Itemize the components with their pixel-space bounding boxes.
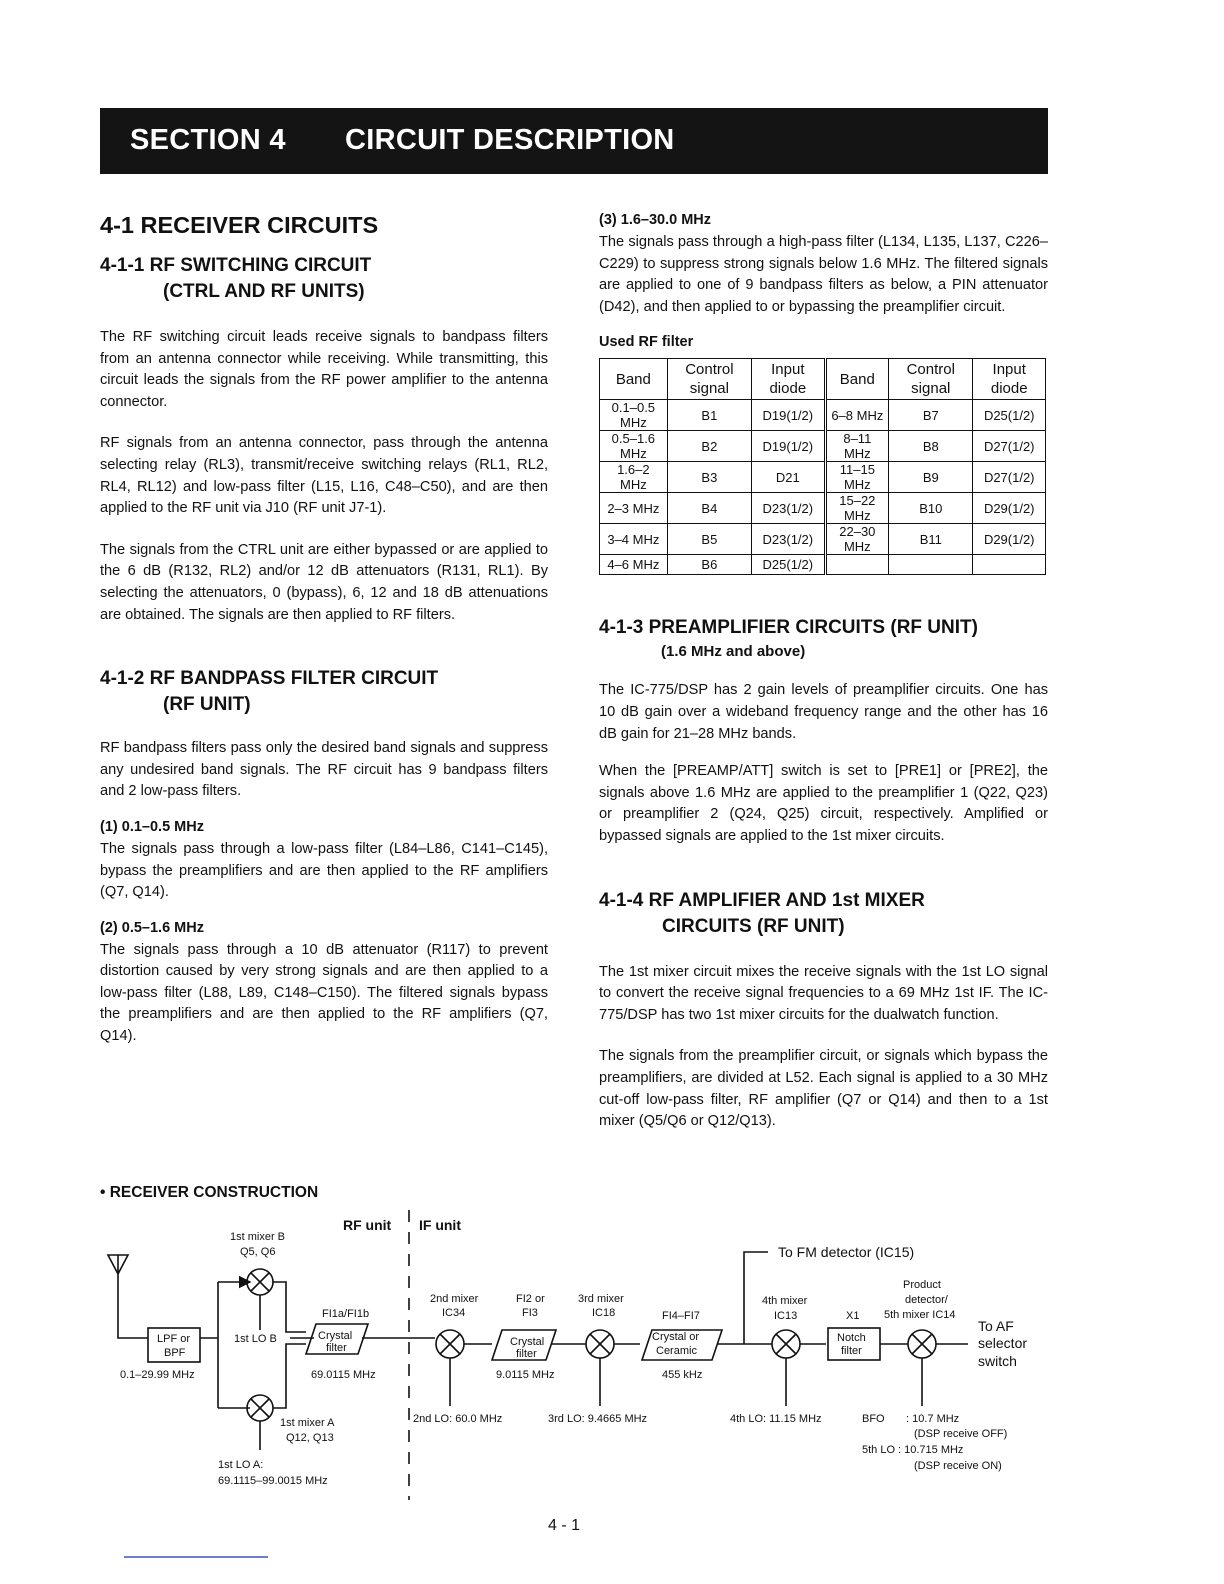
label-detector: detector/	[905, 1294, 948, 1306]
receiver-block-diagram	[100, 1210, 1048, 1500]
label-bpf: BPF	[164, 1347, 186, 1359]
header-input: Input diode	[752, 359, 826, 400]
label-x1: X1	[846, 1310, 860, 1322]
label-range: 0.1–29.99 MHz	[120, 1369, 195, 1381]
label-rf-unit: RF unit	[343, 1217, 392, 1233]
table-cell: 3–4 MHz	[600, 524, 668, 555]
table-cell: D27(1/2)	[973, 462, 1046, 493]
label-mixer-3: 3rd mixer	[578, 1293, 624, 1305]
heading-4-1-4	[599, 888, 1048, 940]
label-filter-1: filter	[326, 1342, 347, 1354]
table-cell: B9	[889, 462, 973, 493]
label-mixer-2: 2nd mixer	[430, 1293, 479, 1305]
subheading-1-6-30: (3) 1.6–30.0 MHz	[599, 212, 712, 228]
table-row	[600, 524, 1046, 555]
table-row	[600, 462, 1046, 493]
label-to-af: To AF	[978, 1318, 1014, 1334]
heading-4-1-1	[100, 253, 548, 305]
label-lpf: LPF or	[157, 1333, 191, 1345]
table-cell: D19(1/2)	[752, 431, 826, 462]
label-lo-5-value: : 10.715 MHz	[898, 1444, 964, 1456]
table-cell: 15–22 MHz	[825, 493, 889, 524]
heading-4-1-3-sub: (1.6 MHz and above)	[661, 643, 806, 661]
table-row	[600, 400, 1046, 431]
table-cell: 8–11 MHz	[825, 431, 889, 462]
paragraph: When the [PREAMP/ATT] switch is set to [PRE1] or [PRE2], the signals above 1.6 MHz are applied to the preamplifier 1 (Q22, Q23) or preamplifier 2 (Q24, Q25) circuit, respectively. Amplified or bypassed signals are applied to the 1st mixer circuits.	[599, 763, 1048, 844]
table-cell: B6	[667, 555, 751, 575]
label-notch: Notch	[837, 1332, 866, 1344]
table-cell: B11	[889, 524, 973, 555]
table-cell: 0.1–0.5 MHz	[600, 400, 668, 431]
heading-receiver-circuits: 4-1 RECEIVER CIRCUITS	[100, 212, 379, 238]
label-mixer-b-q: Q5, Q6	[240, 1246, 276, 1258]
section-number: SECTION 4	[130, 124, 286, 156]
table-cell: B7	[889, 400, 973, 431]
table-row	[600, 555, 1046, 575]
table-cell: D21	[752, 462, 826, 493]
table-cell: 0.5–1.6 MHz	[600, 431, 668, 462]
label-mixer-b: 1st mixer B	[230, 1231, 286, 1243]
heading-4-1-1-line1: 4-1-1 RF SWITCHING CIRCUIT	[100, 255, 372, 276]
heading-4-1-2-line1: 4-1-2 RF BANDPASS FILTER CIRCUIT	[100, 668, 439, 690]
label-lo-a-freq: 69.1115–99.0015 MHz	[218, 1475, 328, 1487]
label-mixer-4: 4th mixer	[762, 1295, 808, 1307]
paragraph: The RF switching circuit leads receive signals to bandpass filters from an antenna connector while receiving. While transmitting, this circuit leads the signals from the RF power amplifier to the antenna connector.	[100, 329, 548, 410]
table-cell	[889, 555, 973, 575]
table-cell: D25(1/2)	[973, 400, 1046, 431]
table-cell: 6–8 MHz	[825, 400, 889, 431]
paragraph: The 1st mixer circuit mixes the receive signals with the 1st LO signal to convert the receive signal frequencies to a 69 MHz 1st IF. The IC-775/DSP has two 1st mixer circuits for the dualwatch function.	[599, 963, 1048, 1023]
table-cell: D23(1/2)	[752, 493, 826, 524]
table-cell: D29(1/2)	[973, 493, 1046, 524]
label-fm-detector: To FM detector (IC15)	[778, 1244, 915, 1260]
heading-4-1-1-line2: (CTRL AND RF UNITS)	[163, 281, 365, 302]
label-selector: selector	[978, 1335, 1028, 1351]
header-control: Control signal	[667, 359, 751, 400]
heading-4-1-4-line2: CIRCUITS (RF UNIT)	[662, 915, 845, 937]
table-row	[600, 431, 1046, 462]
table-cell: D25(1/2)	[752, 555, 826, 575]
label-lo-3: 3rd LO: 9.4665 MHz	[548, 1413, 648, 1425]
table-cell: B8	[889, 431, 973, 462]
table-row	[600, 493, 1046, 524]
label-lo-5: 5th LO	[862, 1444, 896, 1456]
label-lo-a: 1st LO A:	[218, 1459, 264, 1471]
label-dsp-on: (DSP receive ON)	[914, 1460, 1002, 1472]
label-lo-b: 1st LO B	[234, 1333, 277, 1345]
section-title: CIRCUIT DESCRIPTION	[345, 124, 675, 156]
label-mixer-3-ic: IC18	[592, 1307, 616, 1319]
label-lo-4: 4th LO: 11.15 MHz	[730, 1413, 822, 1425]
label-mixer-5-ic: 5th mixer IC14	[884, 1309, 956, 1321]
header-band: Band	[825, 359, 889, 400]
header-input: Input diode	[973, 359, 1046, 400]
label-filter-2: filter	[516, 1348, 537, 1360]
label-fl1: FI1a/FI1b	[322, 1308, 370, 1320]
header-band: Band	[600, 359, 668, 400]
heading-4-1-4-line1: 4-1-4 RF AMPLIFIER AND 1st MIXER	[599, 889, 925, 911]
table-cell: D19(1/2)	[752, 400, 826, 431]
label-ceramic: Ceramic	[656, 1345, 697, 1357]
label-mixer-a: 1st mixer A	[280, 1417, 335, 1429]
label-lo-2: 2nd LO: 60.0 MHz	[413, 1413, 503, 1425]
diagram-title: • RECEIVER CONSTRUCTION	[100, 1184, 319, 1201]
table-title: Used RF filter	[599, 334, 694, 351]
table-cell: D27(1/2)	[973, 431, 1046, 462]
table-cell: D29(1/2)	[973, 524, 1046, 555]
label-crystal-or: Crystal or	[652, 1331, 700, 1343]
label-dsp-off: (DSP receive OFF)	[914, 1428, 1008, 1440]
table-cell	[973, 555, 1046, 575]
label-mixer-a-q: Q12, Q13	[286, 1432, 334, 1444]
table-cell: B4	[667, 493, 751, 524]
table-cell: D23(1/2)	[752, 524, 826, 555]
table-cell: B5	[667, 524, 751, 555]
label-f1: 69.0115 MHz	[311, 1369, 376, 1381]
page-number: 4 - 1	[548, 1517, 581, 1534]
label-crystal-2: Crystal	[510, 1336, 545, 1348]
table-cell: B1	[667, 400, 751, 431]
paragraph: The signals pass through a high-pass filter (L134, L135, L137, C226–C229) to suppress strong signals below 1.6 MHz. The filtered signals are applied to one of 9 bandpass filters as below, a PIN attenuator (D42), and then applied to or bypassing the preamplifier circuit.	[599, 234, 1048, 315]
paragraph: The signals from the preamplifier circuit, or signals which bypass the preamplifiers, are divided at L52. Each signal is applied to a 30 MHz cut-off low-pass filter, RF amplifier (Q7 or Q14) and then to a 1st mixer (Q5/Q6 or Q12/Q13).	[599, 1048, 1048, 1130]
label-bfo: BFO	[862, 1413, 885, 1425]
paragraph: RF signals from an antenna connector, pass through the antenna selecting relay (RL3), transmit/receive switching relays (RL1, RL2, RL4, RL12) and low-pass filter (L15, L16, C48–C50), and are then applied to the RF unit via J10 (RF unit J7-1).	[100, 435, 548, 517]
label-f3: 455 kHz	[662, 1369, 703, 1381]
table-cell: 4–6 MHz	[600, 555, 668, 575]
paragraph: RF bandpass filters pass only the desired band signals and suppress any undesired band signals. The RF circuit has 9 bandpass filters and 2 low-pass filters.	[100, 740, 548, 800]
label-switch: switch	[978, 1353, 1017, 1369]
label-product: Product	[903, 1279, 941, 1291]
label-notch-filter: filter	[841, 1345, 862, 1357]
paragraph: The signals pass through a low-pass filter (L84–L86, C141–C145), bypass the preamplifiers and are then applied to the RF amplifiers (Q7, Q14).	[100, 840, 548, 901]
table-cell	[825, 555, 889, 575]
section-banner	[100, 108, 1048, 174]
label-f2: 9.0115 MHz	[496, 1369, 555, 1381]
paragraph: The IC-775/DSP has 2 gain levels of preamplifier circuits. One has 10 dB gain over a wideband frequency range and the other has 16 dB gain for 21–28 MHz bands.	[599, 682, 1048, 742]
label-bfo-value: : 10.7 MHz	[906, 1413, 960, 1425]
heading-4-1-3: 4-1-3 PREAMPLIFIER CIRCUITS (RF UNIT)	[599, 617, 978, 639]
paragraph: The signals pass through a 10 dB attenuator (R117) to prevent distortion caused by very strong signals and are then applied to a low-pass filter (L88, L89, C148–C150). The filtered signals bypass the preamplifiers and are then applied to the RF amplifiers (Q7, Q14).	[100, 941, 548, 1045]
table-cell: 1.6–2 MHz	[600, 462, 668, 493]
table-cell: 11–15 MHz	[825, 462, 889, 493]
table-cell: B3	[667, 462, 751, 493]
footer-underline	[124, 1556, 268, 1558]
heading-4-1-2	[100, 666, 548, 718]
table-cell: 2–3 MHz	[600, 493, 668, 524]
right-column	[599, 212, 1048, 1133]
label-fl3: FI3	[522, 1307, 538, 1319]
subheading-0-1-0-5: (1) 0.1–0.5 MHz	[100, 818, 204, 835]
left-column	[100, 200, 548, 1048]
paragraph: The signals from the CTRL unit are either bypassed or are applied to the 6 dB (R132, RL2) and/or 12 dB attenuators (R131, RL1). By selecting the attenuators, 0 (bypass), 6, 12 and 18 dB attenuations are obtained. The signals are then applied to RF filters.	[100, 541, 548, 623]
label-fl4: FI4–FI7	[662, 1310, 700, 1322]
header-control: Control signal	[889, 359, 973, 400]
label-if-unit: IF unit	[419, 1217, 461, 1233]
label-mixer-4-ic: IC13	[774, 1310, 798, 1322]
label-fl2: FI2 or	[516, 1293, 545, 1305]
table-cell: B2	[667, 431, 751, 462]
table-cell: 22–30 MHz	[825, 524, 889, 555]
rf-filter-table	[599, 358, 1046, 575]
table-header-row	[600, 359, 1046, 400]
heading-4-1-2-line2: (RF UNIT)	[163, 694, 251, 716]
table-cell: B10	[889, 493, 973, 524]
label-mixer-2-ic: IC34	[442, 1307, 466, 1319]
subheading-0-5-1-6: (2) 0.5–1.6 MHz	[100, 919, 204, 936]
label-crystal-1: Crystal	[318, 1330, 353, 1342]
